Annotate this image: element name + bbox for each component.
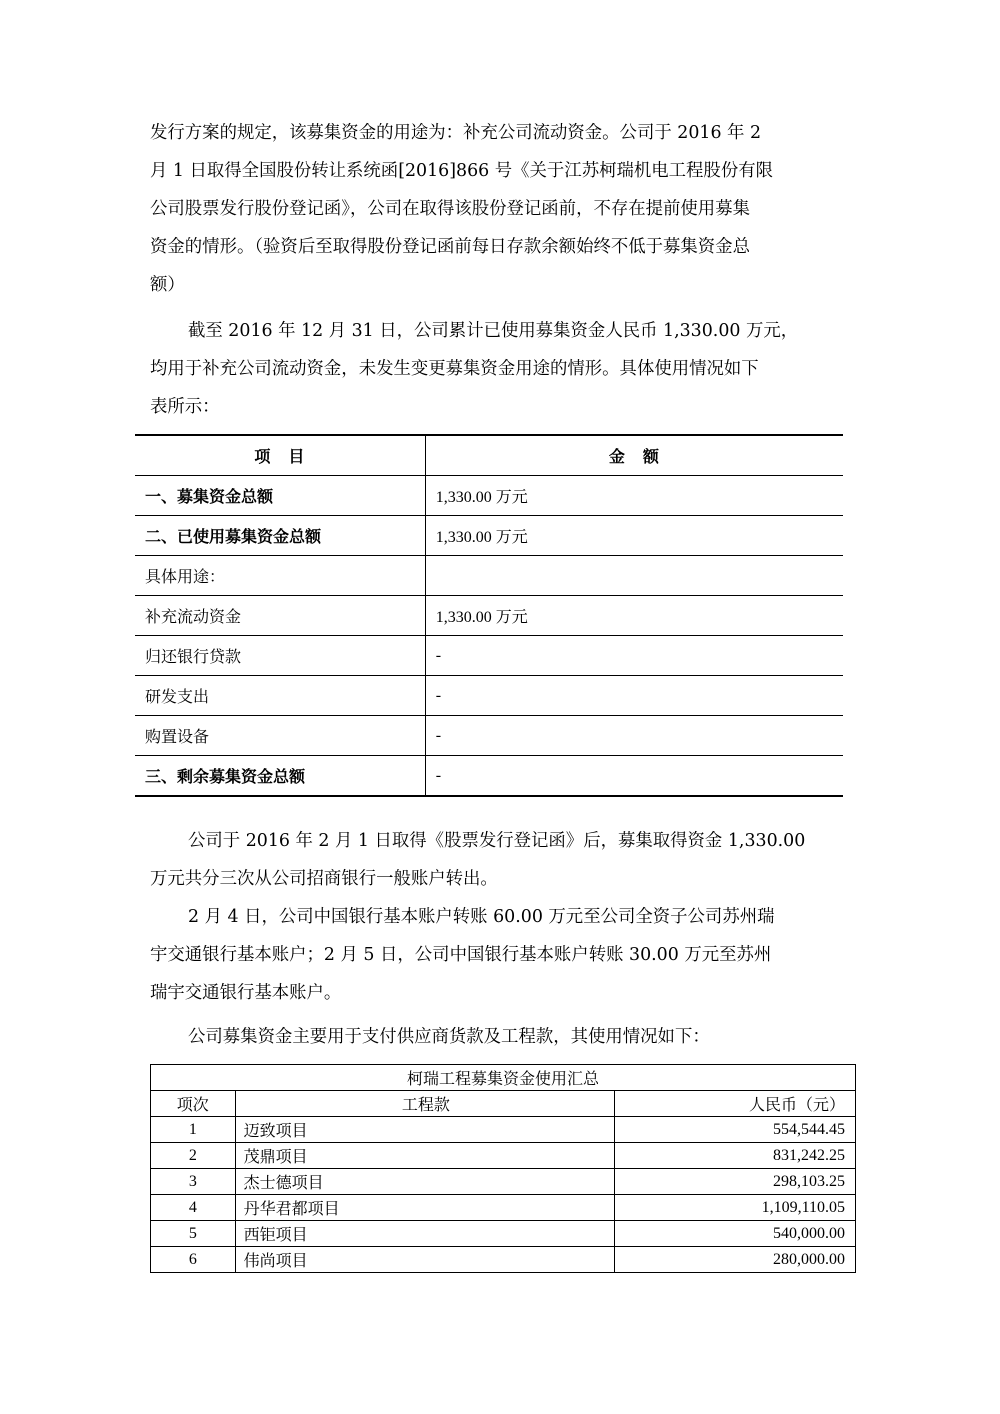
cell-item: 三、剩余募集资金总额 xyxy=(135,756,425,797)
table-row xyxy=(135,556,843,596)
paragraph-transfer-details xyxy=(150,898,850,1012)
text-line: 表所示： xyxy=(150,397,220,417)
cell-no: 5 xyxy=(151,1221,236,1247)
cell-project: 迈致项目 xyxy=(235,1117,615,1143)
cell-no: 2 xyxy=(151,1143,236,1169)
text-line: 截至 2016 年 12 月 31 日，公司累计已使用募集资金人民币 1,330.00 万元， xyxy=(188,321,799,341)
cell-amount: - xyxy=(425,636,843,676)
table-row xyxy=(135,596,843,636)
text-line: 公司募集资金主要用于支付供应商货款及工程款，其使用情况如下： xyxy=(188,1027,710,1047)
table-header-row xyxy=(151,1091,856,1117)
table-header-row xyxy=(135,435,843,476)
cell-amount: - xyxy=(425,756,843,797)
paragraph-usage-intro xyxy=(150,1018,850,1056)
text-line: 月 1 日取得全国股份转让系统函[2016]866 号《关于江苏柯瑞机电工程股份有限 xyxy=(150,161,774,181)
cell-amount: 280,000.00 xyxy=(615,1247,856,1273)
text-line: 万元共分三次从公司招商银行一般账户转出。 xyxy=(150,869,498,889)
cell-item: 具体用途： xyxy=(135,556,425,596)
cell-amount: 1,109,110.05 xyxy=(615,1195,856,1221)
column-header-project: 工程款 xyxy=(235,1091,615,1117)
column-header-rmb: 人民币（元） xyxy=(615,1091,856,1117)
cell-amount: 831,242.25 xyxy=(615,1143,856,1169)
cell-project: 杰士德项目 xyxy=(235,1169,615,1195)
cell-project: 西钜项目 xyxy=(235,1221,615,1247)
table-caption-row xyxy=(151,1065,856,1091)
column-header-item: 项 目 xyxy=(135,435,425,476)
text-line: 瑞宇交通银行基本账户。 xyxy=(150,983,342,1003)
cell-amount: - xyxy=(425,716,843,756)
cell-amount: 298,103.25 xyxy=(615,1169,856,1195)
table-row xyxy=(151,1169,856,1195)
cell-project: 茂鼎项目 xyxy=(235,1143,615,1169)
text-line: 公司于 2016 年 2 月 1 日取得《股票发行登记函》后，募集取得资金 1,330.00 xyxy=(188,831,806,851)
text-line: 公司股票发行股份登记函》，公司在取得该股份登记函前，不存在提前使用募集 xyxy=(150,199,750,219)
table-row xyxy=(151,1143,856,1169)
cell-amount: 1,330.00 万元 xyxy=(425,596,843,636)
text-line: 额） xyxy=(150,275,185,295)
cell-amount: - xyxy=(425,676,843,716)
cell-item: 研发支出 xyxy=(135,676,425,716)
table-row xyxy=(151,1221,856,1247)
text-line: 宇交通银行基本账户；2 月 5 日，公司中国银行基本账户转账 30.00 万元至苏州 xyxy=(150,945,772,965)
cell-amount xyxy=(425,556,843,596)
cell-amount: 554,544.45 xyxy=(615,1117,856,1143)
table-caption: 柯瑞工程募集资金使用汇总 xyxy=(151,1065,856,1091)
text-line: 资金的情形。（验资后至取得股份登记函前每日存款余额始终不低于募集资金总 xyxy=(150,237,750,257)
paragraph-funding-purpose xyxy=(150,114,850,304)
cell-amount: 540,000.00 xyxy=(615,1221,856,1247)
cell-no: 6 xyxy=(151,1247,236,1273)
project-usage-table xyxy=(150,1064,856,1273)
table-row xyxy=(135,756,843,797)
cell-item: 二、已使用募集资金总额 xyxy=(135,516,425,556)
table-row xyxy=(135,636,843,676)
paragraph-usage-summary xyxy=(150,312,850,426)
cell-project: 丹华君都项目 xyxy=(235,1195,615,1221)
table-row xyxy=(135,516,843,556)
paragraph-transfer-out xyxy=(150,822,850,898)
table-row xyxy=(135,676,843,716)
table-row xyxy=(135,716,843,756)
text-line: 2 月 4 日，公司中国银行基本账户转账 60.00 万元至公司全资子公司苏州瑞 xyxy=(188,907,775,927)
cell-amount: 1,330.00 万元 xyxy=(425,516,843,556)
column-header-no: 项次 xyxy=(151,1091,236,1117)
cell-item: 一、募集资金总额 xyxy=(135,476,425,516)
usage-summary-table xyxy=(135,434,843,797)
text-line: 均用于补充公司流动资金，未发生变更募集资金用途的情形。具体使用情况如下 xyxy=(150,359,759,379)
cell-no: 4 xyxy=(151,1195,236,1221)
table-row xyxy=(135,476,843,516)
cell-item: 购置设备 xyxy=(135,716,425,756)
cell-item: 归还银行贷款 xyxy=(135,636,425,676)
text-line: 发行方案的规定，该募集资金的用途为：补充公司流动资金。公司于 2016 年 2 xyxy=(150,123,762,143)
cell-project: 伟尚项目 xyxy=(235,1247,615,1273)
table-row xyxy=(151,1247,856,1273)
cell-no: 3 xyxy=(151,1169,236,1195)
column-header-amount: 金 额 xyxy=(425,435,843,476)
table-row xyxy=(151,1195,856,1221)
cell-item: 补充流动资金 xyxy=(135,596,425,636)
table-row xyxy=(151,1117,856,1143)
cell-no: 1 xyxy=(151,1117,236,1143)
cell-amount: 1,330.00 万元 xyxy=(425,476,843,516)
